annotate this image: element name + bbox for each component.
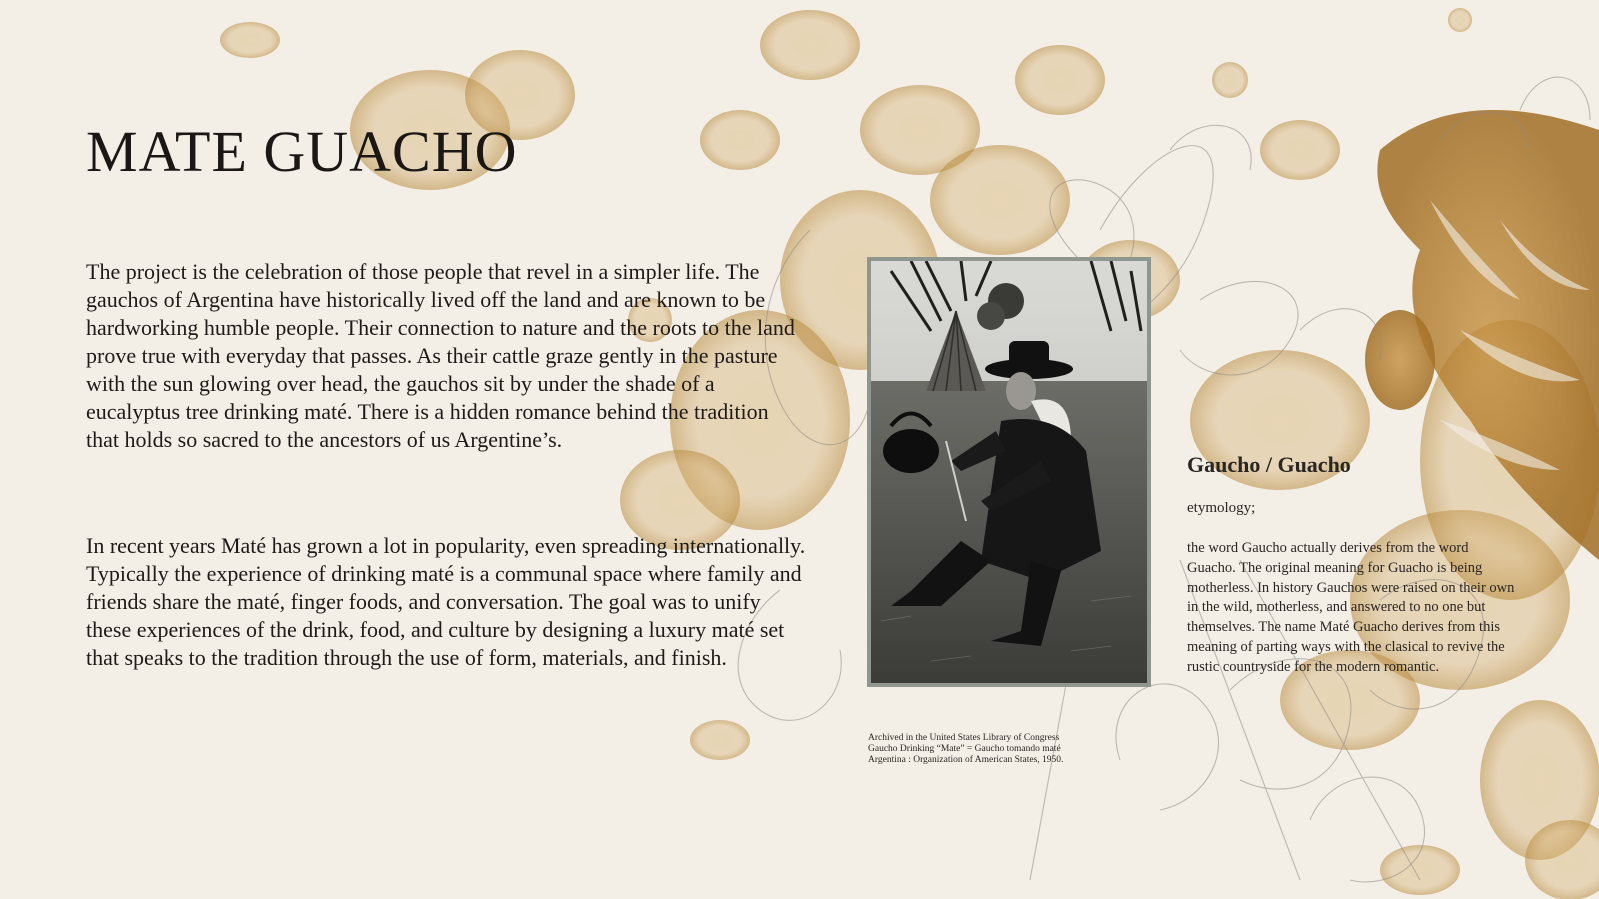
- caption-line-2: Gaucho Drinking “Mate” = Gaucho tomando maté: [868, 744, 1061, 754]
- caption-line-3: Argentina : Organization of American States, 1950.: [868, 755, 1064, 765]
- intro-paragraph-1: The project is the celebration of those people that revel in a simpler life. The gauchos of Argentina have historically lived off the land and are known to be hardworking humble people. Their connection to nature and the roots to the land prove true with everyday that passes. As their cattle graze gently in the pasture with the sun glowing over head, the gauchos sit by under the shade of a eucalyptus tree drinking maté. There is a hidden romance behind the tradition that holds so sacred to the ancestors of us Argentine’s.: [86, 259, 795, 452]
- etymology-text: the word Gaucho actually derives from the word Guacho. The original meaning for Guacho is being motherless. In history Gauchos were raised on their own in the wild, motherless, and answered to no one but themselves. The name Maté Guacho derives from this meaning of parting ways with the clasical to revive the rustic countryside for the modern romantic.: [1187, 540, 1515, 675]
- caption-line-1: Archived in the United States Library of Congress: [868, 733, 1060, 743]
- etymology-label: etymology;: [1187, 500, 1256, 516]
- photo-caption: [868, 733, 1158, 766]
- etymology-heading: Gaucho / Guacho: [1187, 452, 1351, 477]
- gaucho-drinking-mate-image: [871, 261, 1147, 683]
- intro-paragraph-2: In recent years Maté has grown a lot in popularity, even spreading internationally. Typically the experience of drinking maté is a communal space where family and friends share the maté, finger foods, and conversation. The goal was to unify these experiences of the drink, food, and culture by designing a luxury maté set that speaks to the tradition through the use of form, materials, and finish.: [86, 533, 806, 670]
- page-title: MATE GUACHO: [86, 119, 518, 184]
- gaucho-photograph: [867, 257, 1151, 687]
